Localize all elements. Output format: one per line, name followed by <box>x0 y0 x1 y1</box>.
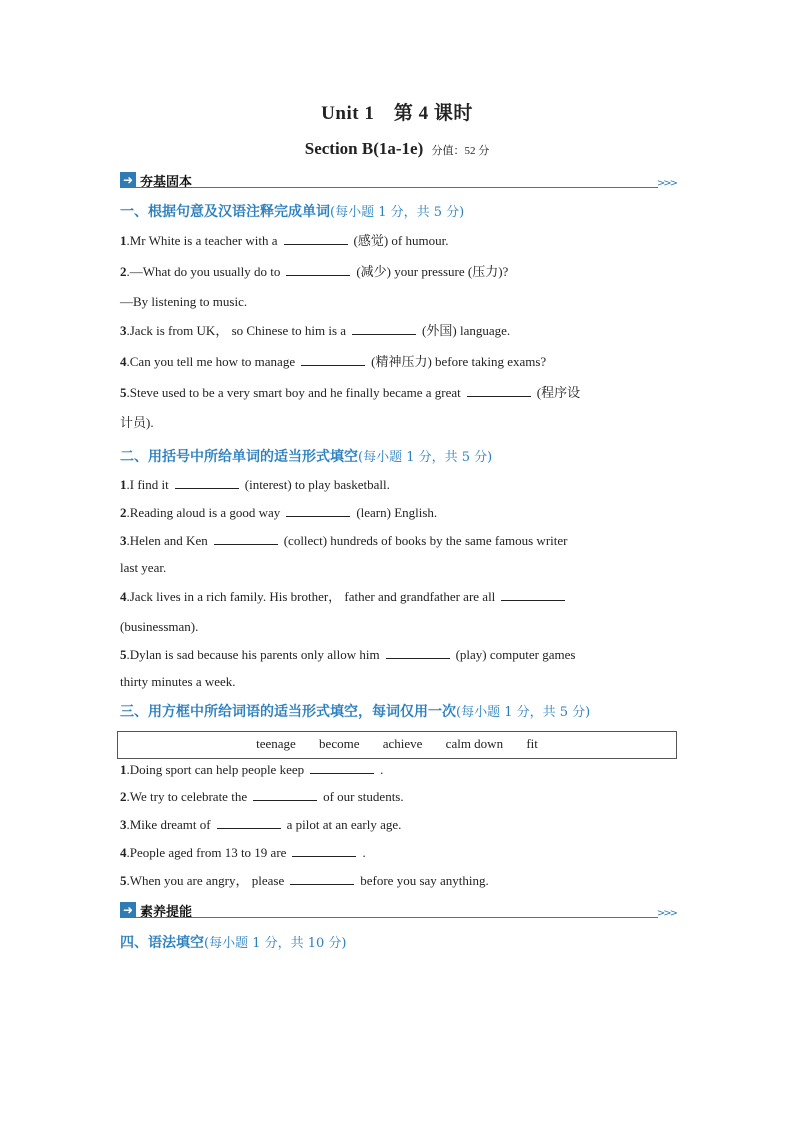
answer-blank[interactable] <box>501 588 565 601</box>
banner-label: 夯基固本 <box>140 175 193 190</box>
question-number: 3 <box>120 533 127 548</box>
question-row <box>120 787 676 807</box>
answer-blank[interactable] <box>292 844 356 857</box>
question-text: —By listening to music. <box>120 294 248 309</box>
answer-blank[interactable] <box>286 263 350 276</box>
answer-blank[interactable] <box>175 476 239 489</box>
question-text: .When you are angry， please <box>126 873 285 888</box>
question-row <box>120 815 676 835</box>
question-row <box>120 587 676 607</box>
question-row <box>120 292 676 312</box>
section-heading-text: 三、用方框中所给词语的适当形式填空，每词仅用一次 <box>120 704 456 720</box>
question-number: 4 <box>120 845 127 860</box>
section-heading-text: 一、根据句意及汉语注释完成单词 <box>120 204 330 220</box>
question-number: 4 <box>120 589 127 604</box>
section-heading-text: 四、语法填空 <box>120 935 204 951</box>
question-number: 1 <box>120 762 127 777</box>
question-number: 2 <box>120 264 127 279</box>
question-row <box>120 531 676 551</box>
section-heading-1 <box>120 201 464 221</box>
page-subtitle <box>0 139 794 159</box>
section-note: (每小题 1 分，共 5 分) <box>456 705 591 720</box>
chevrons-icon: >>> <box>656 908 676 919</box>
word-box <box>117 731 677 759</box>
answer-blank[interactable] <box>284 232 348 245</box>
section-heading-text: 二、用括号中所给单词的适当形式填空 <box>120 449 358 465</box>
section-note: (每小题 1 分，共 5 分) <box>358 450 493 465</box>
question-row <box>120 672 676 692</box>
question-text-after: (程序设 <box>536 385 581 400</box>
question-text: .Can you tell me how to manage <box>126 354 296 369</box>
question-text: .Reading aloud is a good way <box>126 505 281 520</box>
question-text-after: (interest) to play basketball. <box>244 477 390 492</box>
arrow-right-icon: ➜ <box>120 902 136 918</box>
question-row <box>120 617 676 637</box>
question-text-after: (感觉) of humour. <box>353 233 449 248</box>
question-text-after: (play) computer games <box>455 647 576 662</box>
section-note: (每小题 1 分，共 5 分) <box>330 205 465 220</box>
score-value: 分值：52 分 <box>431 145 490 157</box>
answer-blank[interactable] <box>253 788 317 801</box>
question-number: 5 <box>120 873 127 888</box>
question-text: last year. <box>120 560 167 575</box>
question-text: .Jack lives in a rich family. His brother， father and grandfather are all <box>126 589 496 604</box>
question-number: 2 <box>120 505 127 520</box>
question-number: 4 <box>120 354 127 369</box>
answer-blank[interactable] <box>386 646 450 659</box>
question-text: .People aged from 13 to 19 are <box>126 845 287 860</box>
question-row <box>120 760 676 780</box>
question-text: .Mike dreamt of <box>126 817 211 832</box>
question-row <box>120 558 676 578</box>
question-text: .I find it <box>126 477 169 492</box>
word-option: become <box>319 736 360 751</box>
question-number: 5 <box>120 385 127 400</box>
question-number: 2 <box>120 789 127 804</box>
banner-divider <box>136 917 658 918</box>
question-text: .We try to celebrate the <box>126 789 248 804</box>
question-row <box>120 383 676 403</box>
question-row <box>120 843 676 863</box>
question-text: .Steve used to be a very smart boy and he finally became a great <box>126 385 461 400</box>
banner-label: 素养提能 <box>140 905 193 920</box>
page-title: Unit 1 第 4 课时 <box>321 103 473 124</box>
answer-blank[interactable] <box>286 504 350 517</box>
question-text-after: of our students. <box>323 789 404 804</box>
question-text: 计员). <box>120 415 154 430</box>
answer-blank[interactable] <box>352 322 416 335</box>
question-row <box>120 413 676 433</box>
section-range: Section B(1a-1e) <box>304 139 424 158</box>
chevrons-icon: >>> <box>656 178 676 189</box>
question-text-after: (外国) language. <box>422 323 511 338</box>
question-text: .Helen and Ken <box>126 533 208 548</box>
word-option: calm down <box>445 736 504 751</box>
question-number: 1 <box>120 233 127 248</box>
question-text-after: (collect) hundreds of books by the same famous writer <box>283 533 568 548</box>
word-option: achieve <box>382 736 423 751</box>
question-text-after: (减少) your pressure (压力)? <box>356 264 509 279</box>
answer-blank[interactable] <box>290 872 354 885</box>
question-row <box>120 262 676 282</box>
question-text-after: . <box>362 845 366 860</box>
question-text: .Doing sport can help people keep <box>126 762 305 777</box>
answer-blank[interactable] <box>217 816 281 829</box>
question-row <box>120 352 676 372</box>
question-text-after: . <box>380 762 384 777</box>
question-text: .—What do you usually do to <box>126 264 281 279</box>
question-row <box>120 645 676 665</box>
banner-divider <box>136 187 658 188</box>
word-option: teenage <box>256 736 296 751</box>
question-number: 5 <box>120 647 127 662</box>
question-text: .Dylan is sad because his parents only allow him <box>126 647 380 662</box>
question-text: thirty minutes a week. <box>120 674 236 689</box>
question-text: (businessman). <box>120 619 199 634</box>
section-heading-4 <box>120 932 347 952</box>
question-row <box>120 475 676 495</box>
question-text-after: a pilot at an early age. <box>286 817 402 832</box>
word-option: fit <box>526 736 538 751</box>
question-text: .Mr White is a teacher with a <box>126 233 278 248</box>
section-note: (每小题 1 分，共 10 分) <box>204 936 347 951</box>
question-row <box>120 321 676 341</box>
banner-basic <box>120 170 676 190</box>
section-heading-2 <box>120 446 492 466</box>
question-number: 3 <box>120 323 127 338</box>
answer-blank[interactable] <box>467 384 531 397</box>
banner-advanced <box>120 900 676 920</box>
question-text-after: before you say anything. <box>360 873 489 888</box>
arrow-right-icon: ➜ <box>120 172 136 188</box>
answer-blank[interactable] <box>214 532 278 545</box>
section-heading-3 <box>120 701 590 721</box>
question-number: 3 <box>120 817 127 832</box>
question-row <box>120 871 676 891</box>
answer-blank[interactable] <box>310 761 374 774</box>
question-row <box>120 503 676 523</box>
question-text-after: (精神压力) before taking exams? <box>371 354 547 369</box>
question-number: 1 <box>120 477 127 492</box>
question-text-after: (learn) English. <box>356 505 438 520</box>
question-row <box>120 231 676 251</box>
answer-blank[interactable] <box>301 353 365 366</box>
question-text: .Jack is from UK， so Chinese to him is a <box>126 323 347 338</box>
